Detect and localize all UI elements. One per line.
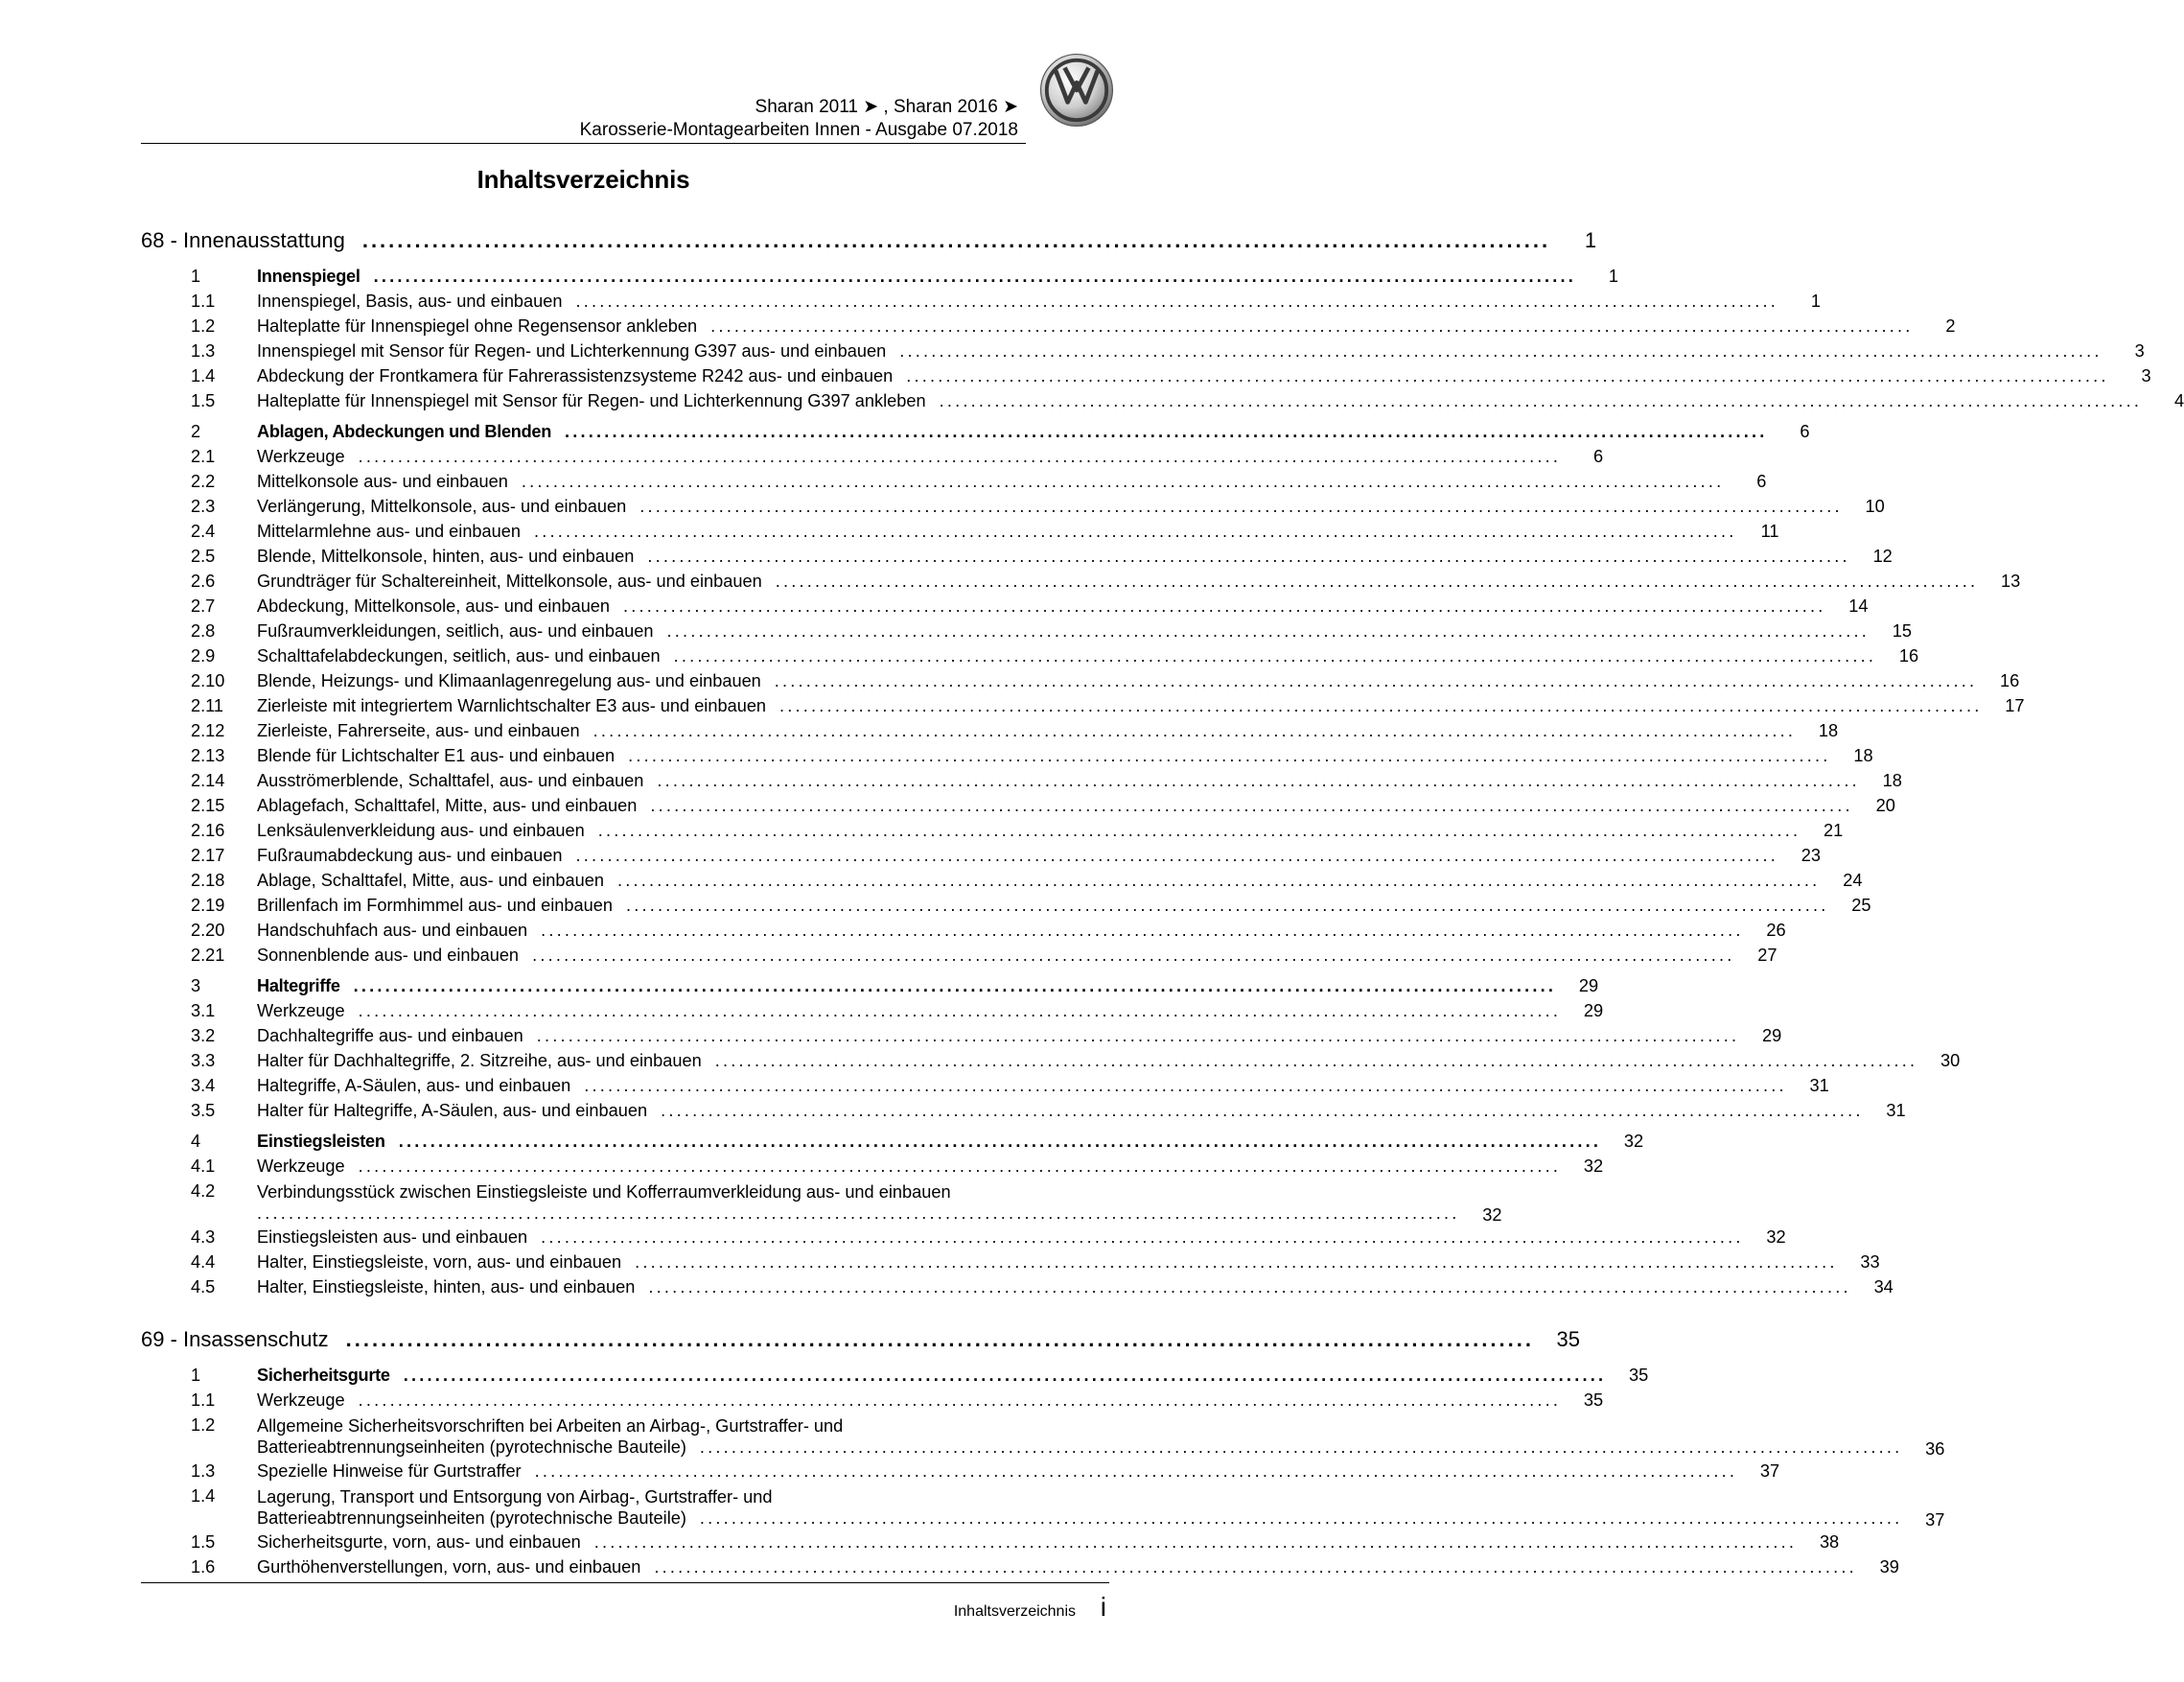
entry-title: Fußraumabdeckung aus- und einbauen (257, 846, 563, 865)
toc-entry[interactable] (141, 447, 1604, 472)
toc-entry[interactable] (141, 316, 1956, 341)
toc-entry[interactable] (141, 1252, 1880, 1277)
dot-leader: ........................................................................................................................................................ (647, 547, 1850, 566)
dot-leader: ........................................................................................................................................................ (592, 721, 1797, 740)
toc-entry[interactable] (141, 1076, 1829, 1101)
entry-title: Sicherheitsgurte, vorn, aus- und einbauen (257, 1532, 581, 1552)
entry-number: 2.14 (191, 771, 225, 790)
entry-number: 4.4 (191, 1252, 216, 1272)
toc-entry[interactable] (141, 1101, 1906, 1126)
entry-title: Dachhaltegriffe aus- und einbauen (257, 1026, 523, 1045)
toc-entry[interactable] (141, 472, 1767, 497)
entry-number: 2.21 (191, 946, 225, 965)
entry-page: 37 (1759, 1461, 1780, 1481)
section-number: 4 (191, 1132, 201, 1151)
entry-title-block (257, 1486, 1902, 1529)
chapter-title: 68 - Innenausstattung (141, 228, 345, 252)
dot-leader: ........................................................................................................................................................ (710, 316, 1914, 336)
vw-logo-icon (1039, 53, 1114, 128)
entry-page: 31 (1809, 1076, 1829, 1095)
toc-entry[interactable] (141, 1486, 1945, 1532)
dot-leader: ........................................................................................................................................................ (616, 871, 1821, 890)
entry-page: 3 (2134, 341, 2145, 361)
toc-section[interactable] (141, 267, 1619, 292)
entry-page: 3 (2141, 366, 2151, 385)
dot-leader: ........................................................................................................................................................ (626, 896, 1829, 915)
entry-page: 38 (1819, 1532, 1840, 1552)
dot-leader: ........................................................................................................................................ (361, 228, 1551, 252)
toc-entry[interactable] (141, 1277, 1894, 1302)
entry-title-line2: Batterieabtrennungseinheiten (pyrotechnische Bauteile) (257, 1508, 686, 1528)
entry-number: 1.2 (191, 316, 216, 336)
section-title: Einstiegsleisten (257, 1132, 385, 1151)
section-number: 1 (191, 1366, 201, 1385)
entry-title-line2-row (257, 1437, 1902, 1458)
entry-page: 14 (1848, 596, 1869, 616)
entry-page: 29 (1761, 1026, 1782, 1045)
entry-title: Halter, Einstiegsleiste, vorn, aus- und einbauen (257, 1252, 622, 1272)
section-page: 1 (1608, 267, 1619, 286)
dot-leader: ........................................................................................................................................................ (575, 292, 1778, 311)
entry-title: Werkzeuge (257, 447, 345, 466)
toc-entry[interactable] (141, 1026, 1782, 1051)
entry-page: 27 (1757, 946, 1777, 965)
dot-leader: ........................................................................................................................................................ (673, 646, 1877, 666)
entry-page: 23 (1801, 846, 1821, 865)
entry-title: Blende, Mittelkonsole, hinten, aus- und einbauen (257, 547, 635, 566)
entry-number: 1.1 (191, 1390, 216, 1410)
entry-page: 36 (1925, 1439, 1945, 1459)
entry-page: 32 (1482, 1205, 1502, 1225)
dot-leader: ........................................................................................................................................................ (593, 1532, 1798, 1552)
entry-title: Sonnenblende aus- und einbauen (257, 946, 520, 965)
dot-leader: ........................................................................................................................................................ (628, 746, 1831, 765)
entry-number: 2.16 (191, 821, 225, 840)
dot-leader: ........................................................................................................................................................ (358, 1001, 1562, 1020)
entry-title-line1: Lagerung, Transport und Entsorgung von Airbag-, Gurtstraffer- und (257, 1487, 773, 1507)
entry-number: 1.6 (191, 1557, 216, 1577)
entry-title: Spezielle Hinweise für Gurtstraffer (257, 1461, 522, 1481)
entry-page: 30 (1940, 1051, 1961, 1070)
entry-number: 2.4 (191, 522, 216, 541)
toc-entry[interactable] (141, 771, 1902, 796)
entry-number: 2.1 (191, 447, 216, 466)
entry-page: 32 (1766, 1227, 1786, 1247)
toc-entry[interactable] (141, 846, 1821, 871)
dot-leader: ........................................................................................................................................................ (373, 267, 1577, 286)
entry-number: 2.8 (191, 621, 216, 641)
page-title: Inhaltsverzeichnis (476, 165, 690, 194)
dot-leader: ........................................................................................................................................................ (532, 946, 1735, 965)
entry-title: Mittelkonsole aus- und einbauen (257, 472, 508, 491)
entry-number: 2.9 (191, 646, 216, 666)
entry-page: 26 (1766, 921, 1786, 940)
entry-page: 1 (1810, 292, 1821, 311)
entry-number: 1.5 (191, 391, 216, 410)
entry-title-line2-row (257, 1507, 1902, 1529)
dot-leader: ........................................................................................................................................................ (353, 976, 1557, 995)
entry-title: Handschuhfach aus- und einbauen (257, 921, 528, 940)
entry-title: Ablage, Schalttafel, Mitte, aus- und einbauen (257, 871, 604, 890)
entry-title: Haltegriffe, A-Säulen, aus- und einbauen (257, 1076, 571, 1095)
footer-label: Inhaltsverzeichnis (953, 1603, 1076, 1620)
toc-entry[interactable] (141, 1051, 1961, 1076)
dot-leader: ........................................................................................................................................................ (774, 671, 1978, 690)
dot-leader: ........................................................................................................................................................ (639, 497, 1843, 516)
toc-entry[interactable] (141, 1415, 1945, 1461)
entry-number: 1.1 (191, 292, 216, 311)
section-page: 32 (1623, 1132, 1644, 1151)
entry-title: Zierleiste mit integriertem Warnlichtschalter E3 aus- und einbauen (257, 696, 767, 715)
entry-title: Abdeckung der Frontkamera für Fahrerassistenzsysteme R242 aus- und einbauen (257, 366, 894, 385)
entry-page: 16 (1898, 646, 1919, 666)
toc-entry[interactable] (141, 522, 1779, 547)
entry-title: Schalttafelabdeckungen, seitlich, aus- und einbauen (257, 646, 661, 666)
section-number: 1 (191, 267, 201, 286)
toc-chapter-68[interactable] (141, 228, 1597, 261)
entry-number: 2.6 (191, 572, 216, 591)
entry-page: 2 (1945, 316, 1956, 336)
toc-entry[interactable] (141, 366, 2151, 391)
entry-number: 1.3 (191, 341, 216, 361)
toc-entry[interactable] (141, 871, 1863, 896)
entry-page: 20 (1875, 796, 1895, 815)
dot-leader: ........................................................................................................................................................ (358, 1390, 1562, 1410)
toc-entry[interactable] (141, 896, 1871, 921)
entry-number: 4.2 (191, 1181, 216, 1201)
entry-number: 1.5 (191, 1532, 216, 1552)
entry-title: Zierleiste, Fahrerseite, aus- und einbauen (257, 721, 580, 740)
dot-leader: ........................................................................................................................................................ (536, 1026, 1740, 1045)
toc-entry[interactable] (141, 696, 2025, 721)
dot-leader: ........................................................................................................................................................ (541, 1227, 1744, 1247)
dot-leader: ........................................................................................................................................................ (398, 1132, 1602, 1151)
entry-title: Gurthöhenverstellungen, vorn, aus- und einbauen (257, 1557, 641, 1577)
entry-title: Verlängerung, Mittelkonsole, aus- und einbauen (257, 497, 627, 516)
section-title: Haltegriffe (257, 976, 340, 995)
entry-page: 32 (1583, 1156, 1604, 1176)
entry-number: 3.1 (191, 1001, 216, 1020)
entry-page: 18 (1882, 771, 1902, 790)
entry-number: 2.19 (191, 896, 225, 915)
entry-title-line1: Allgemeine Sicherheitsvorschriften bei Arbeiten an Airbag-, Gurtstraffer- und (257, 1416, 844, 1436)
toc-entry[interactable] (141, 1390, 1604, 1415)
entry-title: Grundträger für Schaltereinheit, Mittelkonsole, aus- und einbauen (257, 572, 762, 591)
dot-leader: ........................................................................................................................................................ (521, 472, 1725, 491)
entry-title: Mittelarmlehne aus- und einbauen (257, 522, 522, 541)
dot-leader: ........................................................................................................................................................ (906, 366, 2109, 385)
entry-page: 6 (1756, 472, 1767, 491)
chapter-title: 69 - Insassenschutz (141, 1327, 329, 1351)
section-page: 29 (1578, 976, 1599, 995)
entry-title-block (257, 1415, 1902, 1458)
entry-number: 2.15 (191, 796, 225, 815)
entry-page: 24 (1843, 871, 1863, 890)
entry-number: 3.3 (191, 1051, 216, 1070)
entry-number: 2.11 (191, 696, 224, 715)
entry-page: 4 (2173, 391, 2184, 410)
dot-leader: ........................................................................................................................................................ (661, 1101, 1864, 1120)
entry-title: Halteplatte für Innenspiegel mit Sensor für Regen- und Lichterkennung G397 ankleben (257, 391, 926, 410)
entry-number: 2.5 (191, 547, 216, 566)
toc-section[interactable] (141, 422, 1810, 447)
dot-leader: ........................................................................................................................................................ (714, 1051, 1918, 1070)
chapter-page: 1 (1584, 228, 1597, 252)
entry-page: 33 (1860, 1252, 1880, 1272)
entry-title: Innenspiegel mit Sensor für Regen- und Lichterkennung G397 aus- und einbauen (257, 341, 887, 361)
toc-entry[interactable] (141, 1557, 1899, 1582)
entry-number: 1.2 (191, 1415, 216, 1435)
dot-leader: ........................................................................................................................................................ (358, 447, 1562, 466)
entry-page: 21 (1824, 821, 1844, 840)
entry-page: 12 (1872, 547, 1893, 566)
toc-section[interactable] (141, 1132, 1644, 1156)
entry-title: Halter, Einstiegsleiste, hinten, aus- und einbauen (257, 1277, 636, 1297)
toc-entry[interactable] (141, 946, 1777, 970)
dot-leader: ........................................................................................................................................................ (541, 921, 1744, 940)
entry-page: 10 (1865, 497, 1885, 516)
entry-page: 35 (1583, 1390, 1604, 1410)
header-subtitle: Karosserie-Montagearbeiten Innen - Ausgabe 07.2018 (579, 120, 1018, 140)
entry-number: 2.12 (191, 721, 225, 740)
entry-number: 4.3 (191, 1227, 216, 1247)
entry-number: 4.5 (191, 1277, 216, 1297)
entry-number: 2.7 (191, 596, 216, 616)
entry-page: 15 (1892, 621, 1912, 641)
entry-number: 2.18 (191, 871, 225, 890)
toc-entry[interactable] (141, 497, 1885, 522)
header-divider (141, 143, 1026, 144)
dot-leader: ........................................................................................................................................................ (565, 422, 1768, 441)
dot-leader: ........................................................................................................................................................ (654, 1557, 1857, 1577)
dot-leader: ........................................................................................................................................................ (899, 341, 2103, 361)
section-page: 35 (1628, 1366, 1649, 1385)
entry-page: 11 (1760, 522, 1779, 541)
entry-number: 2.13 (191, 746, 225, 765)
toc-entry[interactable] (141, 547, 1893, 572)
entry-number: 4.1 (191, 1156, 216, 1176)
entry-page: 29 (1583, 1001, 1604, 1020)
dot-leader: ........................................................................................................................................................ (650, 796, 1853, 815)
footer-page-number: i (1100, 1592, 1106, 1622)
entry-number: 1.3 (191, 1461, 216, 1481)
section-number: 3 (191, 976, 201, 995)
toc-entry[interactable] (141, 1181, 1502, 1227)
toc-entry[interactable] (141, 921, 1786, 946)
section-title: Innenspiegel (257, 267, 360, 286)
toc-entry[interactable] (141, 646, 1919, 671)
entry-number: 2.3 (191, 497, 216, 516)
entry-title: Blende für Lichtschalter E1 aus- und einbauen (257, 746, 616, 765)
entry-title: Ablagefach, Schalttafel, Mitte, aus- und einbauen (257, 796, 638, 815)
toc-entry[interactable] (141, 1227, 1786, 1252)
entry-title: Innenspiegel, Basis, aus- und einbauen (257, 292, 563, 311)
entry-title: Abdeckung, Mittelkonsole, aus- und einbauen (257, 596, 611, 616)
entry-page: 6 (1593, 447, 1604, 466)
entry-number: 3.2 (191, 1026, 216, 1045)
table-of-contents (141, 228, 2184, 1582)
entry-title: Einstiegsleisten aus- und einbauen (257, 1227, 528, 1247)
header-models: Sharan 2011 ➤ , Sharan 2016 ➤ (755, 97, 1018, 117)
dot-leader: ........................................................................................................................................................ (534, 522, 1737, 541)
section-title: Sicherheitsgurte (257, 1366, 390, 1385)
dot-leader: ........................................................................................................................................................ (534, 1461, 1738, 1481)
dot-leader: ........................................................................................................................................................ (699, 1508, 1903, 1528)
entry-title: Halter für Haltegriffe, A-Säulen, aus- und einbauen (257, 1101, 648, 1120)
entry-title-line2-row (257, 1203, 1459, 1224)
entry-number: 2.17 (191, 846, 225, 865)
dot-leader: ........................................................................................................................................................ (666, 621, 1870, 641)
dot-leader: ........................................................................................................................................................ (623, 596, 1826, 616)
entry-page: 13 (2000, 572, 2021, 591)
toc-entry[interactable] (141, 1001, 1604, 1026)
entry-title-line1: Verbindungsstück zwischen Einstiegsleiste und Kofferraumverkleidung aus- und einbauen (257, 1182, 951, 1202)
entry-page: 16 (2000, 671, 2020, 690)
entry-number: 1.4 (191, 1486, 216, 1506)
toc-section[interactable] (141, 976, 1599, 1001)
toc-entry[interactable] (141, 721, 1839, 746)
section-page: 6 (1800, 422, 1810, 441)
toc-entry[interactable] (141, 796, 1895, 821)
entry-title: Blende, Heizungs- und Klimaanlagenregelung aus- und einbauen (257, 671, 761, 690)
entry-title: Halter für Dachhaltegriffe, 2. Sitzreihe, aus- und einbauen (257, 1051, 702, 1070)
dot-leader: ........................................................................................................................................................ (257, 1203, 1460, 1223)
entry-number: 1.4 (191, 366, 216, 385)
toc-entry[interactable] (141, 1156, 1604, 1181)
dot-leader: ........................................................................................................................................................ (939, 391, 2143, 410)
entry-title: Brillenfach im Formhimmel aus- und einbauen (257, 896, 613, 915)
dot-leader: ........................................................................................................................................ (345, 1327, 1534, 1351)
section-number: 2 (191, 422, 201, 441)
section-title: Ablagen, Abdeckungen und Blenden (257, 422, 552, 441)
toc-chapter-69[interactable] (141, 1327, 1580, 1360)
entry-title: Werkzeuge (257, 1390, 345, 1410)
dot-leader: ........................................................................................................................................................ (584, 1076, 1787, 1095)
entry-number: 2.20 (191, 921, 225, 940)
dot-leader: ........................................................................................................................................................ (699, 1437, 1903, 1457)
entry-page: 37 (1925, 1510, 1945, 1530)
entry-page: 18 (1853, 746, 1873, 765)
entry-title: Ausströmerblende, Schalttafel, aus- und einbauen (257, 771, 644, 790)
dot-leader: ........................................................................................................................................................ (635, 1252, 1838, 1272)
entry-title: Werkzeuge (257, 1001, 345, 1020)
entry-number: 3.4 (191, 1076, 216, 1095)
dot-leader: ........................................................................................................................................................ (358, 1156, 1562, 1176)
dot-leader: ........................................................................................................................................................ (597, 821, 1801, 840)
toc-section[interactable] (141, 1366, 1649, 1390)
entry-page: 18 (1818, 721, 1839, 740)
entry-number: 3.5 (191, 1101, 216, 1120)
entry-title: Halteplatte für Innenspiegel ohne Regensensor ankleben (257, 316, 698, 336)
chapter-page: 35 (1556, 1327, 1580, 1351)
toc-entry[interactable] (141, 1461, 1780, 1486)
dot-leader: ........................................................................................................................................................ (779, 696, 1983, 715)
toc-entry[interactable] (141, 572, 2021, 596)
dot-leader: ........................................................................................................................................................ (657, 771, 1860, 790)
toc-entry[interactable] (141, 341, 2145, 366)
entry-page: 39 (1879, 1557, 1899, 1577)
footer-divider (141, 1582, 1109, 1583)
entry-title: Fußraumverkleidungen, seitlich, aus- und einbauen (257, 621, 654, 641)
entry-title-line2: Batterieabtrennungseinheiten (pyrotechnische Bauteile) (257, 1437, 686, 1457)
dot-leader: ........................................................................................................................................................ (648, 1277, 1851, 1297)
dot-leader: ........................................................................................................................................................ (575, 846, 1778, 865)
entry-page: 31 (1886, 1101, 1906, 1120)
entry-title: Werkzeuge (257, 1156, 345, 1176)
toc-entry[interactable] (141, 671, 2020, 696)
toc-entry[interactable] (141, 821, 1844, 846)
dot-leader: ........................................................................................................................................................ (403, 1366, 1607, 1385)
toc-entry[interactable] (141, 596, 1869, 621)
entry-title-block (257, 1181, 1459, 1224)
dot-leader: ........................................................................................................................................................ (775, 572, 1979, 591)
toc-entry[interactable] (141, 746, 1873, 771)
toc-entry[interactable] (141, 621, 1912, 646)
entry-page: 25 (1851, 896, 1871, 915)
entry-title: Lenksäulenverkleidung aus- und einbauen (257, 821, 585, 840)
entry-number: 2.2 (191, 472, 216, 491)
entry-page: 17 (2005, 696, 2025, 715)
toc-entry[interactable] (141, 1532, 1840, 1557)
toc-entry[interactable] (141, 391, 2184, 416)
entry-page: 34 (1873, 1277, 1894, 1297)
toc-entry[interactable] (141, 292, 1821, 316)
entry-number: 2.10 (191, 671, 225, 690)
